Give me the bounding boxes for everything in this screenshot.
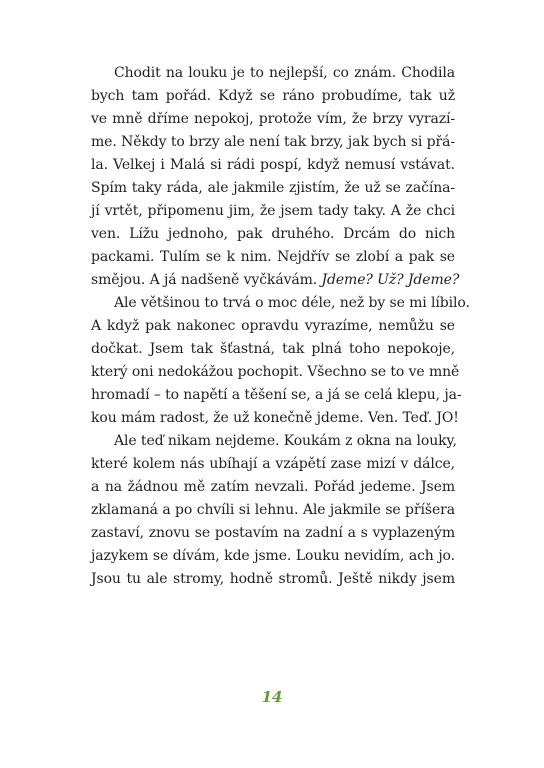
text-line: které kolem nás ubíhají a vzápětí zase mizí v dálce, — [91, 456, 455, 472]
body-text — [91, 62, 470, 591]
text-line-with-italic — [91, 269, 460, 292]
text-line: Chodit na louku je to nejlepší, co znám. Chodila — [114, 65, 455, 81]
text-line: ve mně dříme nepokoj, protože vím, že brzy vyrazí- — [91, 111, 455, 127]
text-line: Ale většinou to trvá o moc déle, než by se mi líbilo. — [114, 295, 470, 311]
text-line: a na žádnou mě zatím nevzali. Pořád jedeme. Jsem — [91, 479, 455, 495]
text-line: ven. Lížu jednoho, pak druhého. Drcám do nich — [91, 226, 455, 242]
text-line: zastaví, znovu se postavím na zadní a s vyplazeným — [91, 525, 455, 541]
text-line: Jsou tu ale stromy, hodně stromů. Ještě nikdy jsem — [91, 571, 455, 587]
paragraph-2 — [91, 292, 470, 430]
text-line: bych tam pořád. Když se ráno probudíme, tak už — [91, 88, 455, 104]
text-line: la. Velkej i Malá si rádi pospí, když nemusí vstávat. — [91, 157, 455, 173]
paragraph-3 — [91, 430, 455, 591]
text-line: Ale teď nikam nejdeme. Koukám z okna na louky, — [114, 433, 457, 449]
text-line: dočkat. Jsem tak šťastná, tak plná toho nepokoje, — [91, 341, 455, 357]
text-line: packami. Tulím se k nim. Nejdřív se zlobí a pak se — [91, 249, 455, 265]
paragraph-1 — [91, 62, 460, 292]
text-line: jazykem se dívám, kde jsme. Louku nevidím, ach jo. — [91, 548, 455, 564]
text-plain: smějou. A já nadšeně vyčkávám. — [91, 272, 322, 288]
text-line: A když pak nakonec opravdu vyrazíme, nemůžu se — [91, 318, 455, 334]
text-line: který oni nedokážou pochopit. Všechno se to ve mně — [91, 364, 460, 380]
text-line: kou mám radost, že už konečně jdeme. Ven. Teď. JO! — [91, 410, 459, 426]
text-italic: Jdeme? Už? Jdeme? — [321, 272, 460, 288]
text-line: me. Někdy to brzy ale není tak brzy, jak bych si přá- — [91, 134, 455, 150]
text-line: Spím taky ráda, ale jakmile zjistím, že už se začína- — [91, 180, 455, 196]
text-line: zklamaná a po chvíli si lehnu. Ale jakmile se příšera — [91, 502, 455, 518]
text-line: hromadí – to napětí a těšení se, a já se celá klepu, ja- — [91, 387, 462, 403]
page-number: 14 — [261, 688, 283, 706]
text-line: jí vrtět, připomenu jim, že jsem tady taky. A že chci — [91, 203, 455, 219]
